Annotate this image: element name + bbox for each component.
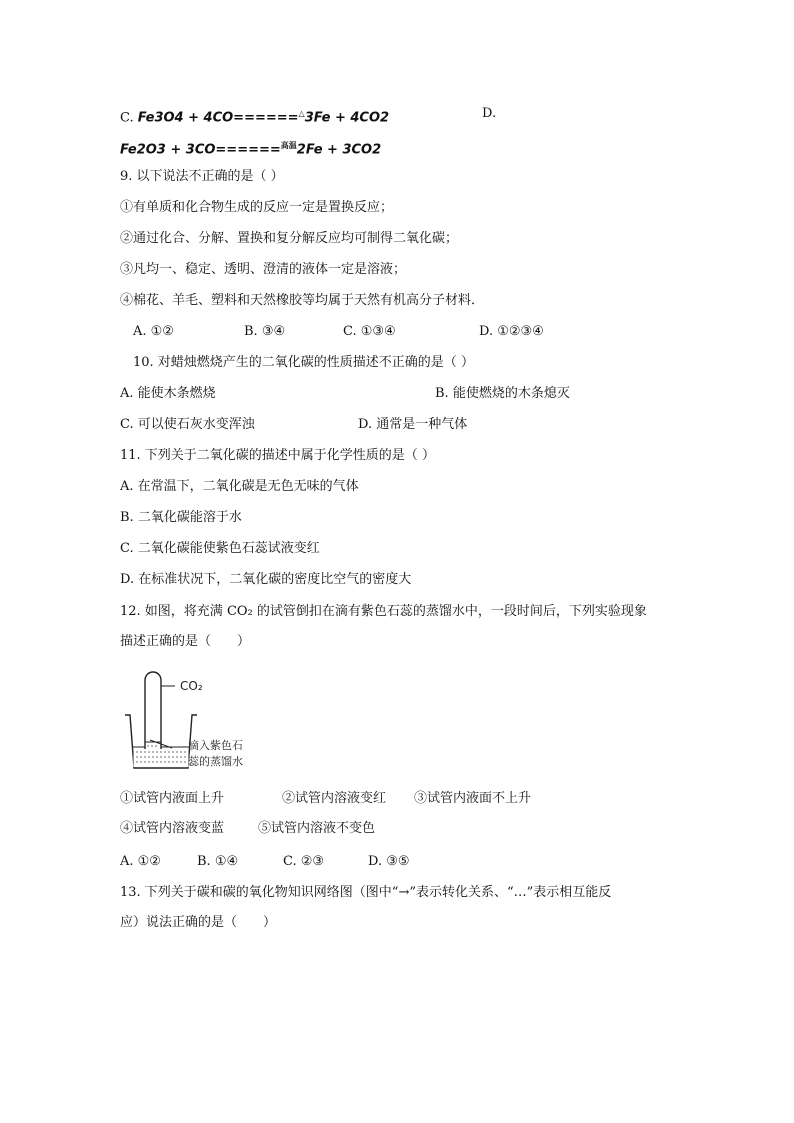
q8-d-condition: 高温 [280,141,297,150]
q11-option-a: A. 在常温下，二氧化碳是无色无味的气体 [120,479,359,494]
q9-option-d: D. ①②③④ [479,324,544,339]
q9-item-1: ①有单质和化合物生成的反应一定是置换反应； [120,200,394,215]
q12-option-c: C. ②③ [283,854,325,869]
q9-option-c: C. ①③④ [343,324,396,339]
q9-item-3: ③凡均一、稳定、透明、澄清的液体一定是溶液； [120,262,407,277]
q8-option-d [120,137,381,159]
q11-stem: 11. 下列关于二氧化碳的描述中属于化学性质的是（ ） [120,448,435,463]
q8-d-equation-left: Fe2O3 + 3CO====== [120,142,281,158]
q10-option-b: B. 能使燃烧的木条熄灭 [435,386,570,401]
q12-stem-line-1: 12. 如图，将充满 CO₂ 的试管倒扣在滴有紫色石蕊的蒸馏水中，一段时间后，下列实验现象 [120,604,647,619]
q10-stem: 10. 对蜡烛燃烧产生的二氧化碳的性质描述不正确的是（ ） [133,355,474,370]
q9-option-b: B. ③④ [244,324,286,339]
q9-item-2: ②通过化合、分解、置换和复分解反应均可制得二氧化碳； [120,231,459,246]
q12-option-d: D. ③⑤ [368,854,410,869]
q12-option-b: B. ①④ [197,854,239,869]
q12-option-a: A. ①② [120,854,161,869]
q11-option-d: D. 在标准状况下，二氧化碳的密度比空气的密度大 [120,572,412,587]
q10-option-d: D. 通常是一种气体 [358,417,468,432]
q8-c-equation-right: 3Fe + 4CO2 [304,110,390,126]
q12-item-4: ④试管内溶液变蓝 [120,821,225,836]
q12-stem-line-2: 描述正确的是（ ） [120,634,251,649]
q10-option-a: A. 能使木条燃烧 [120,386,216,401]
q8-c-equation-left: Fe3O4 + 4CO====== [137,110,299,126]
q12-liquid-label-1: 滴入紫色石 [188,739,243,752]
q9-stem: 9. 以下说法不正确的是（ ） [120,169,284,184]
q12-item-3: ③试管内液面不上升 [414,791,532,806]
q13-stem-line-1: 13. 下列关于碳和碳的氧化物知识网络图（图中“→”表示转化关系、“…”表示相互能反 [120,885,612,900]
q12-test-tube-figure [120,665,280,775]
q9-option-a: A. ①② [133,324,174,339]
q13-stem-line-2: 应）说法正确的是（ ） [120,915,277,930]
q12-liquid-label-2: 蕊的蒸馏水 [188,755,243,768]
q12-gas-label: CO₂ [180,679,203,693]
q11-option-b: B. 二氧化碳能溶于水 [120,510,242,525]
q12-item-1: ①试管内液面上升 [120,791,225,806]
q8-option-c [120,105,389,127]
q10-option-c: C. 可以使石灰水变浑浊 [120,417,255,432]
q8-c-label: C. [120,110,134,126]
q12-item-2: ②试管内溶液变红 [282,791,387,806]
q8-d-label: D. [482,106,497,121]
q8-d-equation-right: 2Fe + 3CO2 [296,142,382,158]
q8-c-condition: △ [298,109,305,118]
q9-item-4: ④棉花、羊毛、塑料和天然橡胶等均属于天然有机高分子材料． [120,293,485,308]
q12-item-5: ⑤试管内溶液不变色 [258,821,376,836]
q11-option-c: C. 二氧化碳能使紫色石蕊试液变红 [120,541,320,556]
